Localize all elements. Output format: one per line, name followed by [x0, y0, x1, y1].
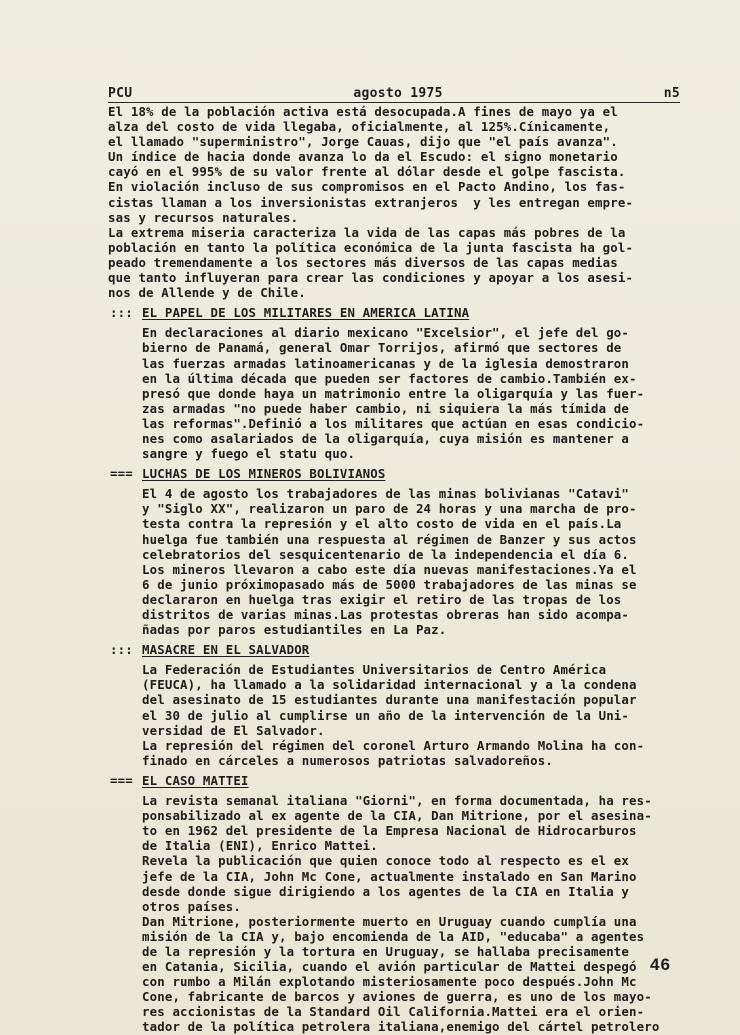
section-title: EL PAPEL DE LOS MILITARES EN AMERICA LATINA — [142, 305, 470, 321]
section-body: En declaraciones al diario mexicano "Excelsior", el jefe del go- bierno de Panamá, general Omar Torrijos, afirmó que sectores de las fuerzas armadas latinoamericanas y de la iglesia demostraron en la última década que pueden ser factores de cambio.También ex- presó que donde haya un matrimonio entre la oligarquía y las fuer- zas armadas "no puede haber cambio, ni siquiera la más tímida de las reformas".Definió a los militares que actúan en esas condicio- nes como asalariados de la oligarquía, cuya misión es mantener a sangre y fuego el statu quo. — [142, 325, 645, 462]
header-publication: PCU — [108, 86, 133, 101]
section-heading — [0, 642, 740, 657]
header-issue-number: n5 — [663, 86, 680, 101]
section-heading — [0, 466, 740, 481]
header-date: agosto 1975 — [353, 86, 443, 101]
section-title: LUCHAS DE LOS MINEROS BOLIVIANOS — [142, 466, 386, 482]
section-heading — [0, 305, 740, 320]
section-marker: === — [110, 466, 133, 482]
section-bolivian-miners — [0, 466, 740, 637]
section-body: La revista semanal italiana "Giorni", en forma documentada, ha res- ponsabilizado al ex agente de la CIA, Dan Mitrione, por el asesina- to en 1962 del presidente de la Empresa Nacional de Hidrocarburos de Italia (ENI), Enrico Mattei. Revela la publicación que quien conoce todo al respecto es el ex jefe de la CIA, John Mc Cone, actualmente instalado en San Marino desde donde sigue dirigiendo a los agentes de la CIA en Italia y otros países. Dan Mitrione, posteriormente muerto en Uruguay cuando cumplía una misión de la CIA y, bajo encomienda de la AID, "educaba" a agentes de la represión y la tortura en Uruguay, se hallaba precisamente en Catania, Sicilia, cuando el avión particular de Mattei despegó con rumbo a Milán explotando misteriosamente poco después.John Mc Cone, fabricante de barcos y aviones de guerra, es uno de los mayo- res accionistas de la Standard Oil California.Mattei era el orien- tador de la política petrolera italiana,enemigo del cártel petrolero — [142, 793, 660, 1035]
section-title: MASACRE EN EL SALVADOR — [142, 642, 310, 658]
section-body: La Federación de Estudiantes Universitarios de Centro América (FEUCA), ha llamado a la solidaridad internacional y a la condena del asesinato de 15 estudiantes durante una manifestación popular el 30 de julio al cumplirse un año de la intervención de la Uni- versidad de El Salvador. La represión del régimen del coronel Arturo Armando Molina ha con- finado en cárceles a numerosos patriotas salvadoreños. — [142, 662, 645, 768]
section-mattei-case — [0, 773, 740, 1035]
page-content — [0, 104, 740, 1035]
section-military-latin-america — [0, 305, 740, 461]
section-marker: ::: — [110, 305, 133, 321]
section-el-salvador-massacre — [0, 642, 740, 768]
section-title: EL CASO MATTEI — [142, 772, 249, 788]
section-heading — [0, 773, 740, 788]
intro-paragraph: El 18% de la población activa está desocupada.A fines de mayo ya el alza del costo de vida llegaba, oficialmente, al 125%.Cínicamente, el llamado "superministro", Jorge Cauas, dijo que "el país avanza". Un índice de hacia donde avanza lo da el Escudo: el signo monetario cayó en el 995% de su valor frente al dólar desde el golpe fascista. En violación incluso de sus compromisos en el Pacto Andino, los fas- cistas llaman a los inversionistas extranjeros y les entregan empre- sas y recursos naturales. La extrema miseria caracteriza la vida de las capas más pobres de la población en tanto la política económica de la junta fascista ha gol- peado tremendamente a los sectores más diversos de las capas medias que tanto influyeran para crear las condiciones y apoyar a los asesi- nos de Allende y de Chile. — [108, 104, 634, 301]
section-marker: === — [110, 772, 133, 788]
page-number: 46 — [650, 955, 671, 974]
section-marker: ::: — [110, 642, 133, 658]
page-header — [108, 86, 680, 103]
section-body: El 4 de agosto los trabajadores de las minas bolivianas "Catavi" y "Siglo XX", realizaron un paro de 24 horas y una marcha de pro- testa contra la represión y el alto costo de vida en el país.La huelga fue también una respuesta al régimen de Banzer y sus actos celebratorios del sesquicentenario de la independencia el día 6. Los mineros llevaron a cabo este día nuevas manifestaciones.Ya el 6 de junio próximopasado más de 5000 trabajadores de las minas se declararon en huelga tras exigir el retiro de las tropas de los distritos de varias minas.Las protestas obreras han sido acompa- ñadas por paros estudiantiles en La Paz. — [142, 486, 637, 638]
